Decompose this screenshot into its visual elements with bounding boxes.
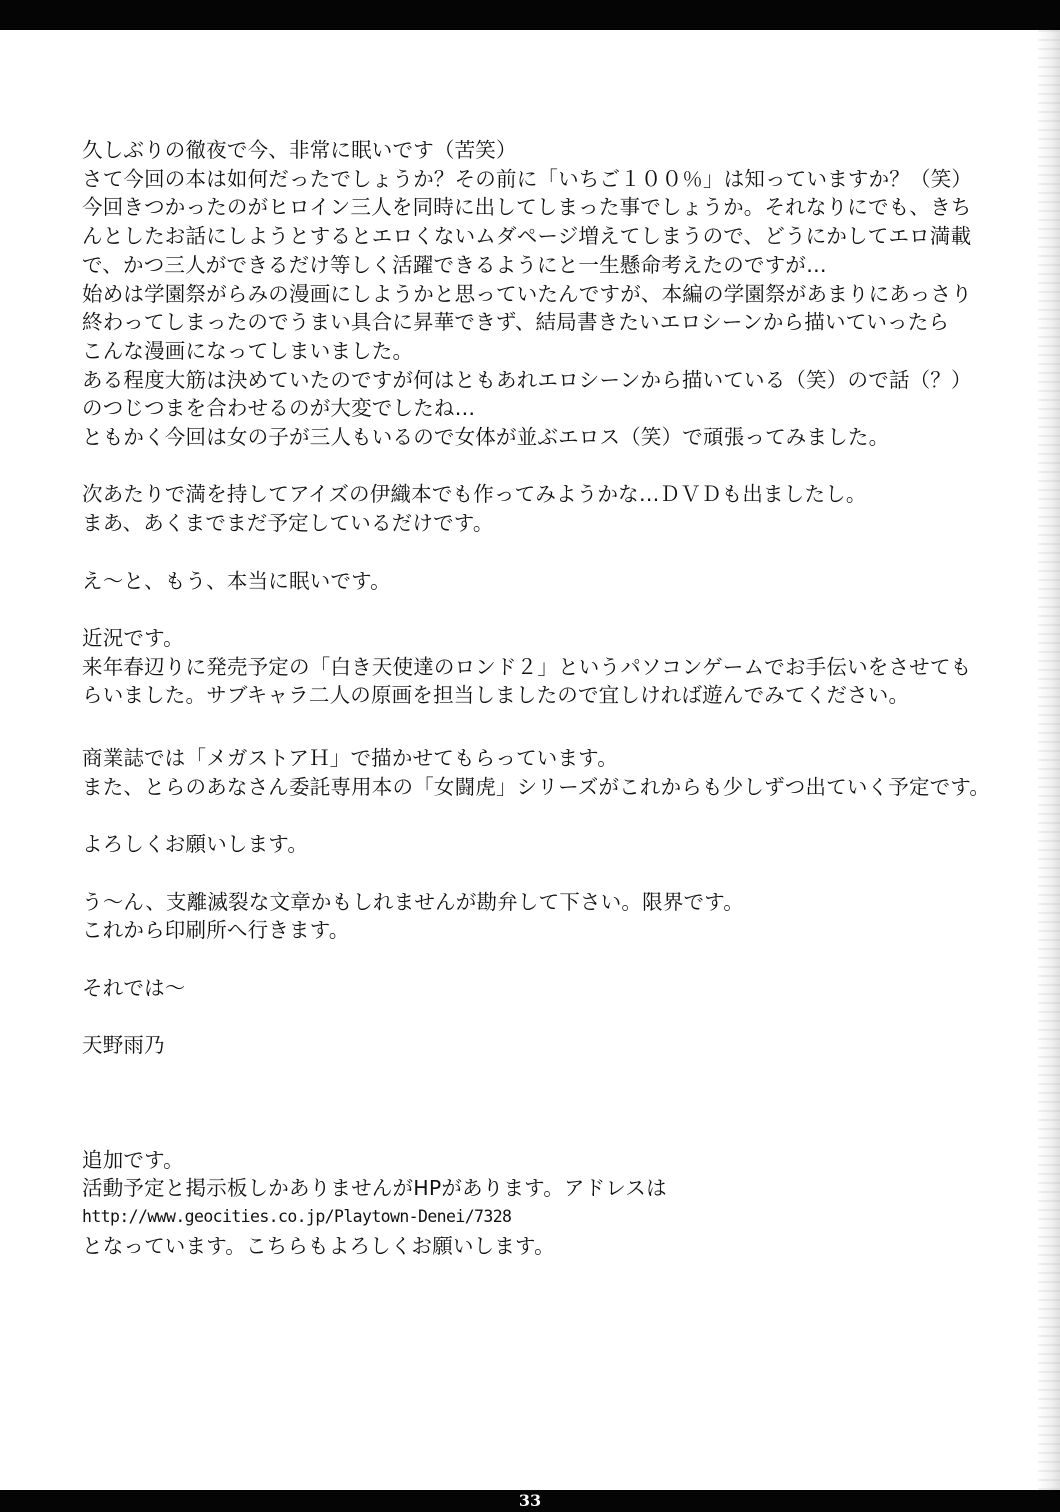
text-line: これから印刷所へ行きます。 xyxy=(82,918,350,943)
text-line: よろしくお願いします。 xyxy=(82,832,309,857)
author-signature: 天野雨乃 xyxy=(82,1032,165,1057)
text-line: ともかく今回は女の子が三人もいるので女体が並ぶエロス（笑）で頑張ってみました。 xyxy=(82,425,890,450)
text-line: 来年春辺りに発売予定の「白き天使達のロンド２」というパソコンゲームでお手伝いをさせても xyxy=(82,654,972,679)
text-line: 終わってしまったのでうまい具合に昇華できず、結局書きたいエロシーンから描いていったら xyxy=(82,310,950,335)
text-line: 近況です。 xyxy=(82,625,184,650)
closing-line: それでは〜 xyxy=(82,975,186,1000)
text-line: んとしたお話にしようとするとエロくないムダページ増えてしまうので、どうにかしてエロ満載 xyxy=(82,224,972,249)
text-line: 商業誌では「メガストアＨ」で描かせてもらっています。 xyxy=(82,746,618,771)
text-line: こんな漫画になってしまいました。 xyxy=(82,338,414,363)
text-line: まあ、あくまでまだ予定しているだけです。 xyxy=(82,511,494,536)
text-line: 久しぶりの徹夜で今、非常に眠いです（苦笑） xyxy=(82,138,517,162)
text-line: で、かつ三人ができるだけ等しく活躍できるようにと一生懸命考えたのですが… xyxy=(82,252,827,277)
text-line: 始めは学園祭がらみの漫画にしようかと思っていたんですが、本編の学園祭があまりにあっさり xyxy=(82,281,972,306)
text-line: 次あたりで満を持してアイズの伊織本でも作ってみようかな…ＤＶＤも出ましたし。 xyxy=(82,482,867,507)
text-line: のつじつまを合わせるのが大変でしたね… xyxy=(82,396,476,421)
text-line: となっています。こちらもよろしくお願いします。 xyxy=(82,1233,555,1258)
text-line: 今回きつかったのがヒロイン三人を同時に出してしまった事でしょうか。それなりにでも、きち xyxy=(82,195,972,220)
text-line: 追加です。 xyxy=(82,1147,184,1172)
page-number: 33 xyxy=(518,1491,542,1510)
text-line: さて今回の本は如何だったでしょうか？その前に「いちご１００％」は知っていますか？（笑） xyxy=(82,166,973,191)
page-edge-scan-texture xyxy=(1038,30,1060,1490)
text-line: ある程度大筋は決めていたのですが何はともあれエロシーンから描いている（笑）ので話（？） xyxy=(82,367,972,392)
top-border xyxy=(0,0,1060,30)
text-line: らいました。サブキャラ二人の原画を担当しましたので宜しければ遊んでみてください。 xyxy=(82,683,910,708)
text-line: う〜ん、支離滅裂な文章かもしれませんが勘弁して下さい。限界です。 xyxy=(82,889,744,914)
text-line: え〜と、もう、本当に眠いです。 xyxy=(82,568,391,593)
text-line: 活動予定と掲示板しかありませんがHPがあります。アドレスは xyxy=(82,1176,667,1201)
homepage-url: http://www.geocities.co.jp/Playtown-Denei/7328 xyxy=(82,1207,512,1227)
afterword-text xyxy=(82,136,1002,1261)
text-line: また、とらのあなさん委託専用本の「女闘虎」シリーズがこれからも少しずつ出ていく予定です。 xyxy=(82,774,991,799)
